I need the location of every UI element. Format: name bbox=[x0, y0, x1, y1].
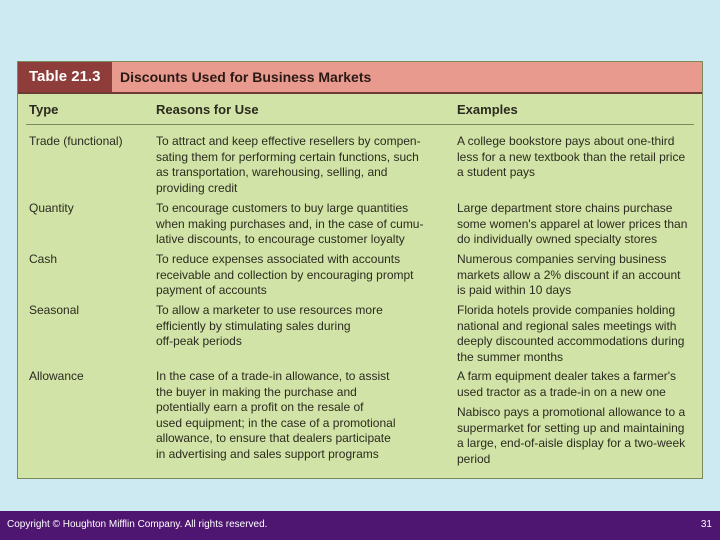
row-seasonal-reason: To allow a marketer to use resources more efficiently by stimulating sales during off-peak periods bbox=[156, 303, 383, 349]
row-allowance-example: A farm equipment dealer takes a farmer's used tractor as a trade-in on a new one bbox=[457, 369, 677, 399]
row-trade-type: Trade (functional) bbox=[29, 134, 123, 148]
row-allowance-reason: In the case of a trade-in allowance, to assist the buyer in making the purchase and potentially earn a profit on the resale of used equipment; in the case of a promotional allowance, to ensure that dealers participate in advertising and sales support programs bbox=[156, 369, 396, 461]
table-number: Table 21.3 bbox=[18, 62, 112, 92]
header-type: Type bbox=[29, 102, 59, 117]
discount-table bbox=[17, 61, 703, 479]
row-cash-reason: To reduce expenses associated with accounts receivable and collection by encouraging prompt payment of accounts bbox=[156, 252, 414, 298]
row-trade-reason: To attract and keep effective resellers by compen- sating them for performing certain functions, such as transportation, warehousing, selling, and providing credit bbox=[156, 134, 421, 195]
row-seasonal-type: Seasonal bbox=[29, 303, 80, 317]
row-seasonal-example: Florida hotels provide companies holding national and regional sales meetings with deeply discounted accommodations during the summer months bbox=[457, 303, 685, 364]
row-trade-example: A college bookstore pays about one-third less for a new textbook than the retail price a student pays bbox=[457, 134, 686, 180]
row-quantity-type: Quantity bbox=[29, 201, 74, 215]
row-allowance-example-2: Nabisco pays a promotional allowance to a supermarket for setting up and maintaining a large, end-of-aisle display for a two-week period bbox=[457, 405, 686, 466]
table-title: Discounts Used for Business Markets bbox=[120, 69, 372, 85]
header-divider bbox=[26, 124, 694, 125]
page-number: 31 bbox=[700, 519, 712, 530]
row-quantity-example: Large department store chains purchase some women's apparel at lower prices than do individually owned specialty stores bbox=[457, 201, 688, 247]
row-quantity-reason: To encourage customers to buy large quantities when making purchases and, in the case of cumu- lative discounts, to encourage customer loyalty bbox=[156, 201, 424, 247]
row-allowance-type: Allowance bbox=[29, 369, 84, 383]
row-cash-type: Cash bbox=[29, 252, 58, 266]
header-reasons: Reasons for Use bbox=[156, 102, 259, 117]
header-examples: Examples bbox=[457, 102, 518, 117]
copyright-notice: Copyright © Houghton Mifflin Company. All rights reserved. bbox=[7, 519, 268, 530]
table-title-bar bbox=[18, 62, 702, 94]
slide-footer bbox=[0, 511, 720, 540]
row-cash-example: Numerous companies serving business markets allow a 2% discount if an account is paid within 10 days bbox=[457, 252, 681, 298]
